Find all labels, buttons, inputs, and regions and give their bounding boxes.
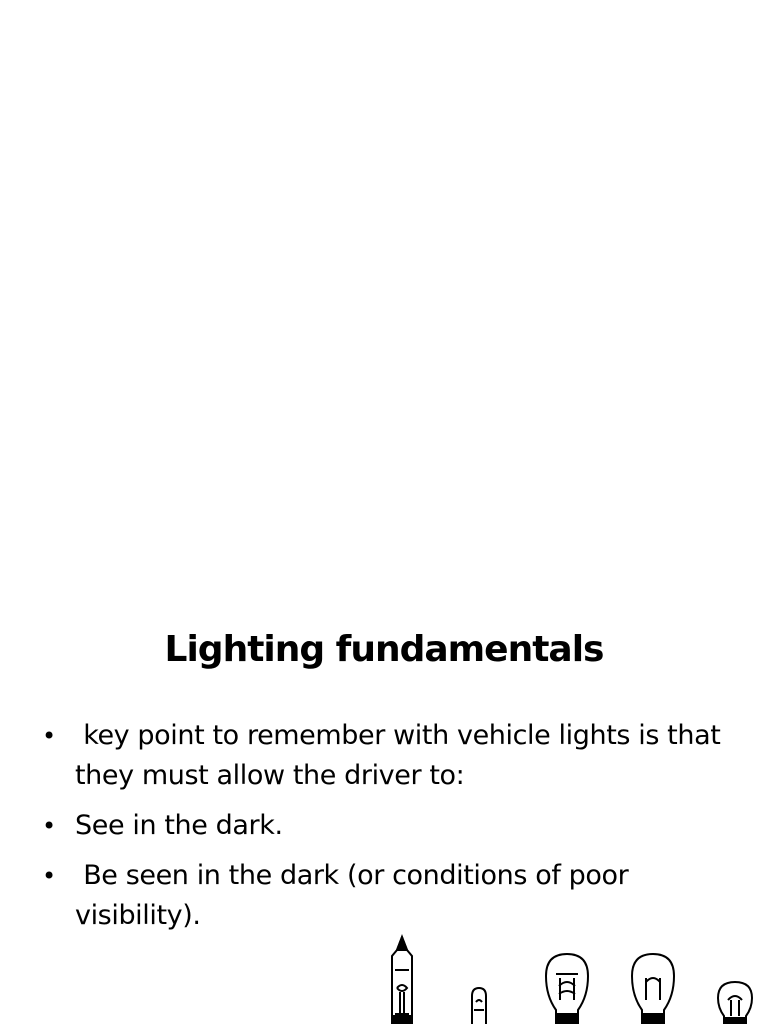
single-filament-bulb-icon (632, 954, 674, 1024)
bullet-icon: • (42, 812, 56, 840)
slide-title: Lighting fundamentals (164, 629, 604, 670)
halogen-bulb-icon (392, 937, 412, 1024)
bullet-text: Be seen in the dark (or conditions of poor visibility). (75, 860, 637, 931)
bullet-text: See in the dark. (75, 810, 283, 841)
bullet-list (42, 716, 732, 946)
list-item (42, 806, 732, 846)
list-item (42, 856, 732, 936)
bullet-icon: • (42, 862, 56, 890)
double-filament-bulb-icon (546, 954, 588, 1024)
small-wedge-bulb-icon (472, 988, 486, 1024)
festoon-bulb-icon (718, 982, 752, 1024)
light-bulbs-icon (370, 930, 768, 1024)
list-item (42, 716, 732, 796)
bullet-icon: • (42, 722, 56, 750)
bullet-text: key point to remember with vehicle lights is that they must allow the driver to: (75, 720, 729, 791)
